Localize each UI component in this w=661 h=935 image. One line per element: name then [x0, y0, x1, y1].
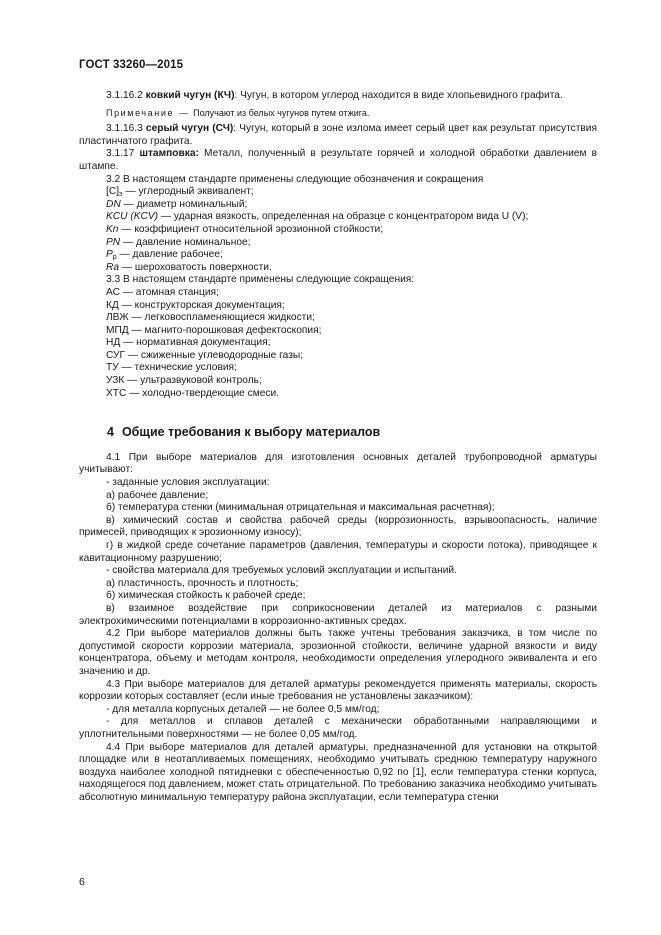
abbreviation-item: ЛВЖ — легковоспламеняющиеся жидкости;: [106, 312, 315, 324]
list-item: в) химический состав и свойства рабочей среды (коррозионность, взрывоопасность, наличие примесей, приводящих к эрозионному износу);: [79, 514, 597, 539]
abbreviation-item: АС — атомная станция;: [106, 286, 219, 298]
symbol-item: DN — диаметр номинальный;: [106, 198, 248, 210]
definition-3-1-16-3: 3.1.16.3 серый чугун (СЧ): Чугун, который в зоне излома имеет серый цвет как результат присутствия пластинчатого графита.: [79, 123, 597, 147]
document-body: [79, 90, 597, 804]
list-item: - свойства материала для требуемых условий эксплуатации и испытаний.: [106, 565, 457, 577]
definition-3-1-17: 3.1.17 штамповка: Металл, полученный в результате горячей и холодной обработки давлением в штампе.: [79, 148, 597, 172]
paragraph-4-1: 4.1 При выборе материалов для изготовления основных деталей трубопроводной арматуры учитывают:: [79, 451, 597, 476]
abbreviation-item: СУГ — сжиженные углеводородные газы;: [106, 349, 304, 361]
list-item: а) рабочее давление;: [106, 489, 209, 501]
abbreviation-item: УЗК — ультразвуковой контроль;: [106, 375, 262, 387]
paragraph-4-3: 4.3 При выборе материалов для деталей арматуры рекомендуется применять материалы, скорость коррозии которых составляет (если иные требования не установлены заказчиком):: [79, 678, 597, 703]
paragraph-4-4: 4.4 При выборе материалов для деталей арматуры, предназначенной для установки на открытой площадке или в неотапливаемых помещениях, необходимо учитывать среднюю температуру наружного воздуха наиболее холодной пятидневки с обеспеченностью 0,92 по [1], если температура стенки корпуса, находящегося под давлением, может стать отрицательной. По требованию заказчика необходимо учитывать абсолютную минимальную температуру района эксплуатации, если температура стенки: [79, 741, 597, 803]
symbol-item: Kn — коэффициент относительной эрозионной стойкости;: [106, 223, 384, 235]
symbol-item: $P_р$ — давление рабочее;: [106, 249, 223, 262]
symbol-item: KCU (KCV) — ударная вязкость, определенная на образце с концентратором вида U (V);: [106, 211, 529, 223]
symbol-item: $[C]_э$ — углеродный эквивалент;: [106, 186, 254, 199]
list-item: б) температура стенки (минимальная отрицательная и максимальная расчетная);: [106, 502, 495, 514]
list-item: - заданные условия эксплуатации:: [106, 477, 270, 489]
note: Примечание — Получают из белых чугунов путем отжига.: [106, 107, 370, 118]
abbreviation-item: КД — конструкторская документация;: [106, 299, 285, 311]
list-item: - для металлов и сплавов деталей с механически обработанными направляющими и уплотнительными поверхностями — не более 0,05 мм/год.: [79, 716, 597, 740]
abbreviation-item: МПД — магнито-порошковая дефектоскопия;: [106, 324, 322, 336]
abbreviation-item: ТУ — технические условия;: [106, 362, 237, 374]
section-heading: 4 Общие требования к выбору материалов: [107, 425, 381, 440]
list-item: - для металла корпусных деталей — не более 0,5 мм/год;: [106, 703, 380, 715]
paragraph-3-2: 3.2 В настоящем стандарте применены следующие обозначения и сокращения: [106, 173, 484, 185]
abbreviation-item: ХТС — холодно-твердеющие смеси.: [106, 387, 280, 399]
symbol-item: Ra — шероховатость поверхности.: [106, 261, 272, 273]
document-header: ГОСТ 33260—2015: [79, 59, 184, 71]
list-item: а) пластичность, прочность и плотность;: [106, 577, 299, 589]
paragraph-3-3: 3.3 В настоящем стандарте применены следующие сокращения:: [106, 274, 415, 286]
paragraph-4-2: 4.2 При выборе материалов должны быть также учтены требования заказчика, в том числе по допустимой скорости коррозии материала, эрозионной стойкости, величине ударной вязкости и виду концентратора, объему и методам контроля, необходимости определения углеродного эквивалента и его значению и др.: [79, 628, 597, 677]
definition-3-1-16-2: 3.1.16.2 ковкий чугун (КЧ): Чугун, в котором углерод находится в виде хлопьевидного графита.: [106, 90, 563, 101]
page-number: 6: [79, 876, 85, 888]
list-item: б) химическая стойкость к рабочей среде;: [106, 590, 306, 602]
abbreviation-item: НД — нормативная документация;: [106, 337, 271, 349]
note-label: Примечание: [106, 107, 175, 118]
list-item: в) взаимное воздействие при соприкосновении деталей из материалов с разными электрохимическими потенциалами в коррозионно-активных средах.: [79, 602, 597, 627]
list-item: г) в жидкой среде сочетание параметров (давления, температуры и скорости потока), приводящее к кавитационному разрушению;: [79, 540, 597, 564]
symbol-item: PN — давление номинальное;: [106, 236, 251, 248]
